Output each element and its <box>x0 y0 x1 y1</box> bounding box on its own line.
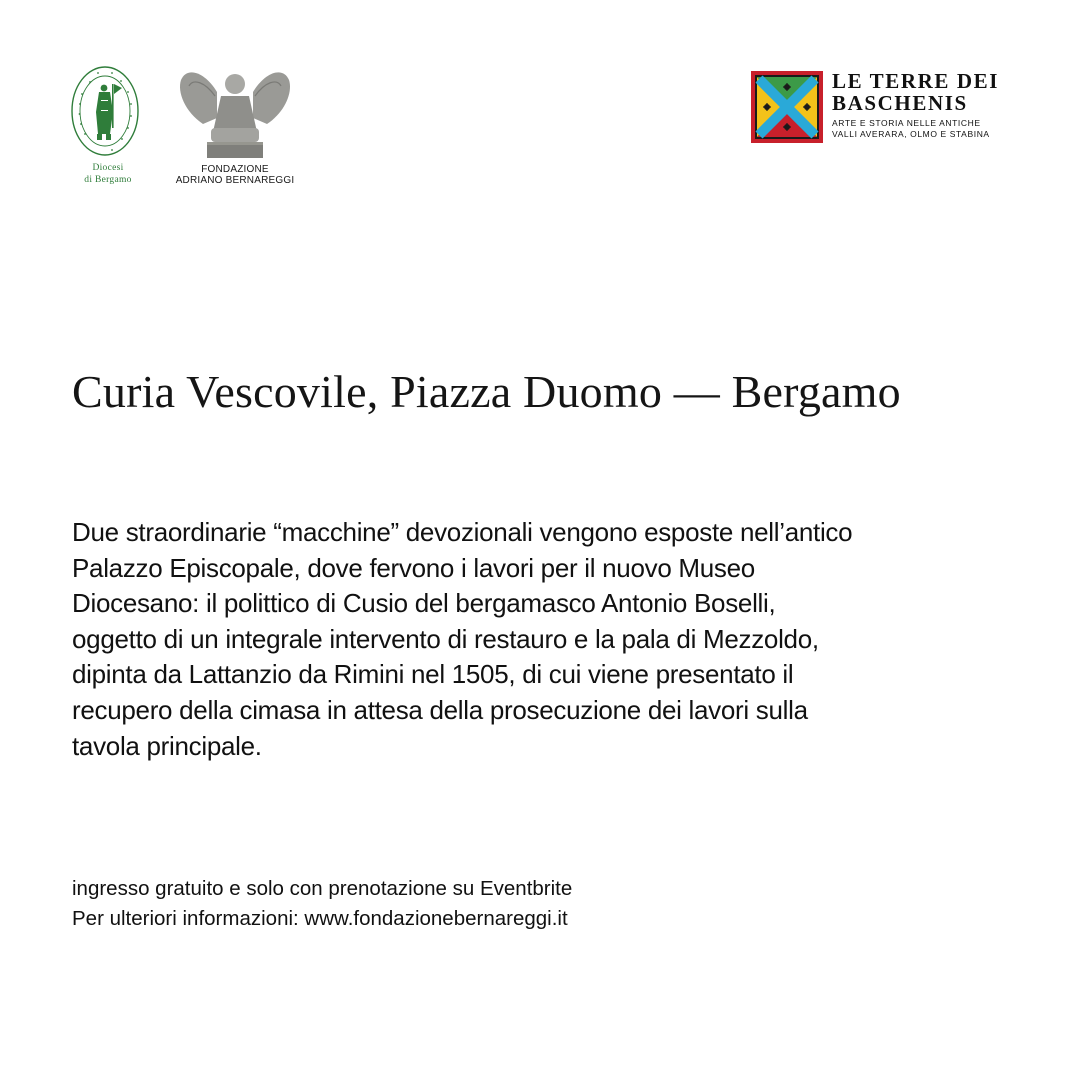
diocesi-seal-icon <box>68 64 148 160</box>
baschenis-subtitle-line1: ARTE E STORIA NELLE ANTICHE <box>832 118 981 128</box>
baschenis-subtitle-line2: VALLI AVERARA, OLMO E STABINA <box>832 129 990 139</box>
baschenis-logo <box>750 70 1030 150</box>
diocesi-caption-line2: di Bergamo <box>84 175 132 185</box>
description-paragraph: Due straordinarie “macchine” devozionali vengono esposte nell’antico Palazzo Episcopale, dove fervono i lavori per il nuovo Museo Diocesano: il polittico di Cusio del bergamasco Antonio Boselli, oggetto di un integrale intervento di restauro e la pala di Mezzoldo, dipinta da Lattanzio da Rimini nel 1505, di cui viene presentato il recupero della cimasa in attesa della prosecuzione dei lavori sulla tavola principale. <box>72 517 853 761</box>
info-block <box>72 874 872 934</box>
admission-info: ingresso gratuito e solo con prenotazione su Eventbrite <box>72 877 573 900</box>
baschenis-title-line1: LE TERRE DEI <box>832 69 1000 93</box>
diocesi-caption-line1: Diocesi <box>92 163 124 173</box>
baschenis-title-line2: BASCHENIS <box>832 91 968 115</box>
fondazione-caption <box>165 164 305 186</box>
location-heading: Curia Vescovile, Piazza Duomo — Bergamo <box>72 366 901 417</box>
baschenis-text <box>832 70 999 140</box>
fondazione-caption-line2: ADRIANO BERNAREGGI <box>175 175 295 186</box>
baschenis-emblem-icon <box>750 70 824 144</box>
more-info-line: Per ulteriori informazioni: www.fondazionebernareggi.it <box>72 907 568 930</box>
diocesi-logo <box>68 64 148 194</box>
angel-sculpture-icon <box>165 62 305 162</box>
diocesi-caption <box>68 162 148 186</box>
fondazione-caption-line1: FONDAZIONE <box>201 164 269 175</box>
fondazione-logo <box>165 62 305 192</box>
